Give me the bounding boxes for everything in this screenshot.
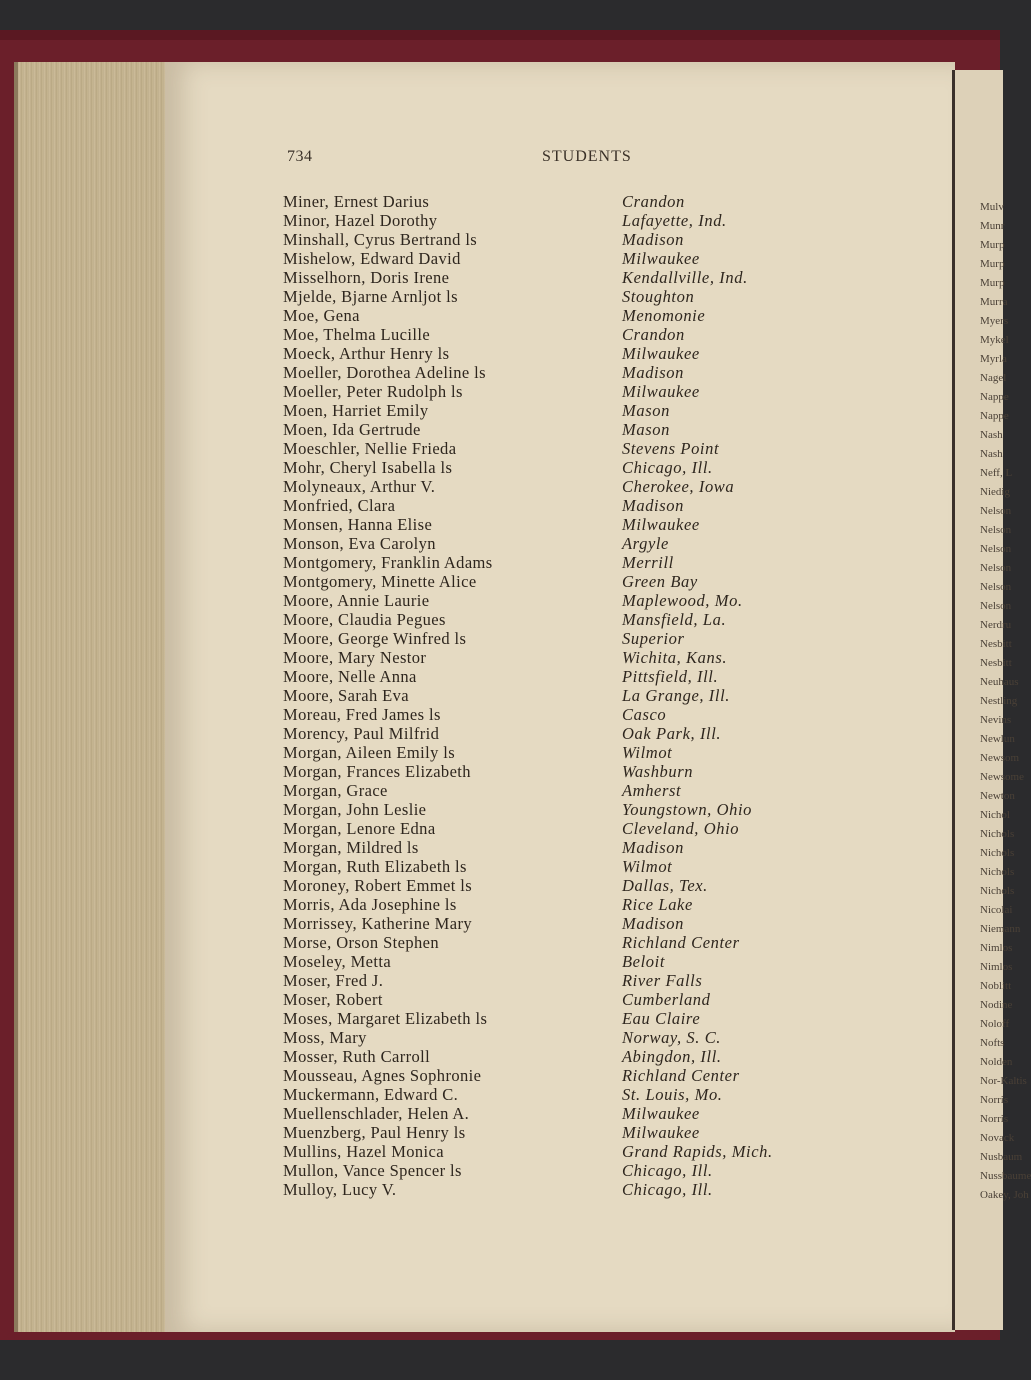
student-entry [280,819,820,838]
student-name: Moses, Margaret Elizabeth ls [283,1009,488,1028]
facing-page-snippet: Noblitt [980,980,1012,992]
facing-page-snippet: Noloff [980,1018,1010,1030]
student-entry [280,1085,820,1104]
student-hometown: Merrill [622,553,674,572]
facing-page-snippet: Norris [980,1113,1009,1125]
student-hometown: Chicago, Ill. [622,1161,713,1180]
student-hometown: Madison [622,230,684,249]
student-name: Muckermann, Edward C. [283,1085,459,1104]
facing-page-snippet: Nofts [980,1037,1005,1049]
student-entry [280,1028,820,1047]
student-name: Moroney, Robert Emmet ls [283,876,473,895]
student-hometown: Milwaukee [622,382,700,401]
facing-page-snippet: Nimlos [980,942,1013,954]
student-name: Moen, Harriet Emily [283,401,429,420]
student-name: Morgan, Ruth Elizabeth ls [283,857,467,876]
student-hometown: Superior [622,629,685,648]
student-entry [280,629,820,648]
facing-page-snippet: Nappe [980,391,1009,403]
facing-page-snippet: Murra [980,296,1008,308]
student-name: Moore, Sarah Eva [283,686,409,705]
student-name: Monfried, Clara [283,496,396,515]
student-entry [280,1180,820,1199]
student-name: Moore, Annie Laurie [283,591,430,610]
student-entry [280,515,820,534]
student-name: Mousseau, Agnes Sophronie [283,1066,482,1085]
student-hometown: Wichita, Kans. [622,648,728,667]
facing-page-snippet: Niedig [980,486,1010,498]
student-hometown: Wilmot [622,743,673,762]
facing-page-snippet: Nelson [980,600,1012,612]
student-hometown: Richland Center [622,933,740,952]
student-entry [280,553,820,572]
student-entry [280,344,820,363]
facing-page-snippet: Nimlos [980,961,1013,973]
student-entry [280,1123,820,1142]
student-entry [280,648,820,667]
student-name: Moore, Mary Nestor [283,648,427,667]
student-entry [280,192,820,211]
student-name: Montgomery, Franklin Adams [283,553,493,572]
student-name: Moe, Thelma Lucille [283,325,431,344]
student-entry [280,382,820,401]
facing-page-snippet: Nagel [980,372,1007,384]
student-hometown: Milwaukee [622,249,700,268]
student-hometown: Richland Center [622,1066,740,1085]
facing-page-snippet: Nichols [980,885,1015,897]
student-hometown: Green Bay [622,572,698,591]
student-name: Morgan, Frances Elizabeth [283,762,471,781]
student-name: Morgan, John Leslie [283,800,427,819]
facing-page-snippet: Nicolai [980,904,1013,916]
student-hometown: Dallas, Tex. [622,876,708,895]
student-hometown: Madison [622,363,684,382]
student-name: Moseley, Metta [283,952,392,971]
student-hometown: Crandon [622,192,685,211]
student-hometown: Chicago, Ill. [622,1180,713,1199]
student-entry [280,534,820,553]
student-entry [280,781,820,800]
facing-page-snippet: Nusbaum [980,1151,1023,1163]
facing-page-snippet: Nolden [980,1056,1013,1068]
student-name: Molyneaux, Arthur V. [283,477,436,496]
facing-page-snippet: Nichols [980,847,1015,859]
facing-page-snippet: Nash [980,429,1003,441]
student-entry [280,496,820,515]
facing-page-snippet: Nelson [980,562,1012,574]
student-entry [280,895,820,914]
student-hometown: Maplewood, Mo. [622,591,743,610]
student-name: Muenzberg, Paul Henry ls [283,1123,466,1142]
student-hometown: Washburn [622,762,694,781]
student-hometown: Milwaukee [622,1104,700,1123]
student-name: Mohr, Cheryl Isabella ls [283,458,453,477]
student-hometown: La Grange, Ill. [622,686,730,705]
student-hometown: Wilmot [622,857,673,876]
student-name: Moe, Gena [283,306,360,325]
student-entry [280,439,820,458]
student-name: Miner, Ernest Darius [283,192,430,211]
student-name: Morse, Orson Stephen [283,933,440,952]
facing-page-snippet: Murp [980,258,1005,270]
facing-page-edge [952,70,1031,1330]
student-hometown: Cherokee, Iowa [622,477,735,496]
student-entry [280,990,820,1009]
student-name: Monson, Eva Carolyn [283,534,436,553]
student-hometown: Madison [622,838,684,857]
student-hometown: Cleveland, Ohio [622,819,740,838]
facing-page-snippet: Mykel [980,334,1009,346]
student-name: Morgan, Aileen Emily ls [283,743,456,762]
student-hometown: Oak Park, Ill. [622,724,722,743]
student-entry [280,1161,820,1180]
facing-page-snippet: Nestling [980,695,1018,707]
student-entry [280,838,820,857]
student-name: Monsen, Hanna Elise [283,515,433,534]
student-entry [280,572,820,591]
student-entry [280,933,820,952]
student-entry [280,857,820,876]
facing-page-snippet: Myers [980,315,1009,327]
student-name: Morgan, Mildred ls [283,838,419,857]
facing-page-snippet: Novack [980,1132,1015,1144]
facing-page-snippet: Nelson [980,581,1012,593]
student-entry [280,325,820,344]
student-hometown: Mason [622,420,670,439]
facing-page-snippet: Nesbitt [980,638,1012,650]
student-hometown: Eau Claire [622,1009,701,1028]
student-name: Morrissey, Katherine Mary [283,914,473,933]
student-name: Moss, Mary [283,1028,367,1047]
student-name: Minor, Hazel Dorothy [283,211,438,230]
student-name: Mosser, Ruth Carroll [283,1047,431,1066]
student-entry [280,762,820,781]
student-hometown: Madison [622,496,684,515]
student-hometown: Beloit [622,952,666,971]
facing-page-snippet: Myrla [980,353,1007,365]
student-entry [280,458,820,477]
student-hometown: Mansfield, La. [622,610,727,629]
facing-page-snippet: Nichol [980,809,1010,821]
student-entry [280,800,820,819]
student-name: Montgomery, Minette Alice [283,572,477,591]
student-hometown: Milwaukee [622,1123,700,1142]
student-hometown: Lafayette, Ind. [622,211,727,230]
facing-page-snippet: Nerdru [980,619,1012,631]
student-hometown: Argyle [622,534,669,553]
student-hometown: Grand Rapids, Mich. [622,1142,773,1161]
student-name: Moeller, Peter Rudolph ls [283,382,463,401]
facing-page-snippet: Nevins [980,714,1012,726]
student-hometown: Abingdon, Ill. [622,1047,722,1066]
student-hometown: River Falls [622,971,703,990]
student-name: Moeschler, Nellie Frieda [283,439,457,458]
facing-page-snippet: Nesbitt [980,657,1012,669]
student-entry [280,952,820,971]
student-entry [280,743,820,762]
student-entry [280,1104,820,1123]
student-list [280,192,820,1199]
student-entry [280,363,820,382]
student-hometown: Mason [622,401,670,420]
student-hometown: Casco [622,705,667,724]
student-entry [280,1009,820,1028]
student-name: Moore, Claudia Pegues [283,610,446,629]
student-name: Mullon, Vance Spencer ls [283,1161,462,1180]
student-hometown: Chicago, Ill. [622,458,713,477]
student-name: Morency, Paul Milfrid [283,724,440,743]
student-name: Moreau, Fred James ls [283,705,441,724]
facing-page-snippet: Murp [980,239,1005,251]
student-hometown: Cumberland [622,990,711,1009]
facing-page-snippet: Nussbaume [980,1170,1031,1182]
student-entry [280,1066,820,1085]
student-name: Moeck, Arthur Henry ls [283,344,450,363]
student-entry [280,591,820,610]
facing-page-snippet: Newsome [980,771,1024,783]
facing-page-snippet: Nelson [980,524,1012,536]
student-entry [280,306,820,325]
student-hometown: Norway, S. C. [622,1028,722,1047]
facing-page-snippet: Newlun [980,733,1015,745]
student-entry [280,249,820,268]
student-entry [280,477,820,496]
student-entry [280,268,820,287]
facing-page-snippet: Neuhaus [980,676,1019,688]
facing-page-snippet: Nelson [980,543,1012,555]
facing-page-snippet: Oakey, Joh [980,1189,1029,1201]
student-name: Mullins, Hazel Monica [283,1142,444,1161]
facing-page-snippet: Nor-Kaltis [980,1075,1027,1087]
facing-page-snippet: Nash [980,448,1003,460]
student-entry [280,211,820,230]
student-entry [280,287,820,306]
student-name: Muellenschlader, Helen A. [283,1104,470,1123]
facing-page-snippet: Neff, L [980,467,1013,479]
student-name: Mjelde, Bjarne Arnljot ls [283,287,458,306]
student-name: Mulloy, Lucy V. [283,1180,397,1199]
student-name: Moore, Nelle Anna [283,667,417,686]
student-name: Moore, George Winfred ls [283,629,467,648]
student-entry [280,914,820,933]
student-name: Mishelow, Edward David [283,249,461,268]
student-hometown: St. Louis, Mo. [622,1085,723,1104]
student-entry [280,686,820,705]
facing-page-snippet: Nodine [980,999,1013,1011]
student-name: Misselhorn, Doris Irene [283,268,450,287]
student-name: Morgan, Lenore Edna [283,819,436,838]
student-entry [280,724,820,743]
student-entry [280,876,820,895]
student-hometown: Kendallville, Ind. [622,268,748,287]
student-entry [280,1142,820,1161]
page-number: 734 [287,148,313,165]
page-stack-edges [14,62,173,1332]
student-entry [280,705,820,724]
student-entry [280,401,820,420]
facing-page-snippet: Nichols [980,828,1015,840]
student-entry [280,971,820,990]
facing-page-snippet: Newton [980,790,1015,802]
facing-page-snippet: Nelson [980,505,1012,517]
student-hometown: Crandon [622,325,685,344]
student-name: Moser, Robert [283,990,383,1009]
student-name: Morris, Ada Josephine ls [283,895,457,914]
student-name: Moeller, Dorothea Adeline ls [283,363,486,382]
student-name: Moen, Ida Gertrude [283,420,421,439]
student-name: Minshall, Cyrus Bertrand ls [283,230,478,249]
student-hometown: Pittsfield, Ill. [622,667,719,686]
student-hometown: Milwaukee [622,344,700,363]
student-entry [280,420,820,439]
facing-page-snippet: Niemann [980,923,1021,935]
student-hometown: Menomonie [622,306,706,325]
student-entry [280,610,820,629]
facing-page-snippet: Murp [980,277,1005,289]
student-entry [280,1047,820,1066]
running-head: STUDENTS [542,148,632,165]
student-hometown: Youngstown, Ohio [622,800,753,819]
facing-page-snippet: Nappe [980,410,1009,422]
student-hometown: Madison [622,914,684,933]
student-entry [280,667,820,686]
student-hometown: Amherst [622,781,682,800]
page-header [287,148,787,170]
student-entry [280,230,820,249]
facing-page-snippet: Norris [980,1094,1009,1106]
facing-page-snippet: Nichols [980,866,1015,878]
student-hometown: Stevens Point [622,439,720,458]
student-name: Moser, Fred J. [283,971,384,990]
facing-page-snippet: Newsom [980,752,1020,764]
facing-page-snippet: Mulv [980,201,1004,213]
student-hometown: Stoughton [622,287,695,306]
student-hometown: Milwaukee [622,515,700,534]
facing-page-snippet: Munr [980,220,1005,232]
student-hometown: Rice Lake [622,895,693,914]
student-name: Morgan, Grace [283,781,388,800]
